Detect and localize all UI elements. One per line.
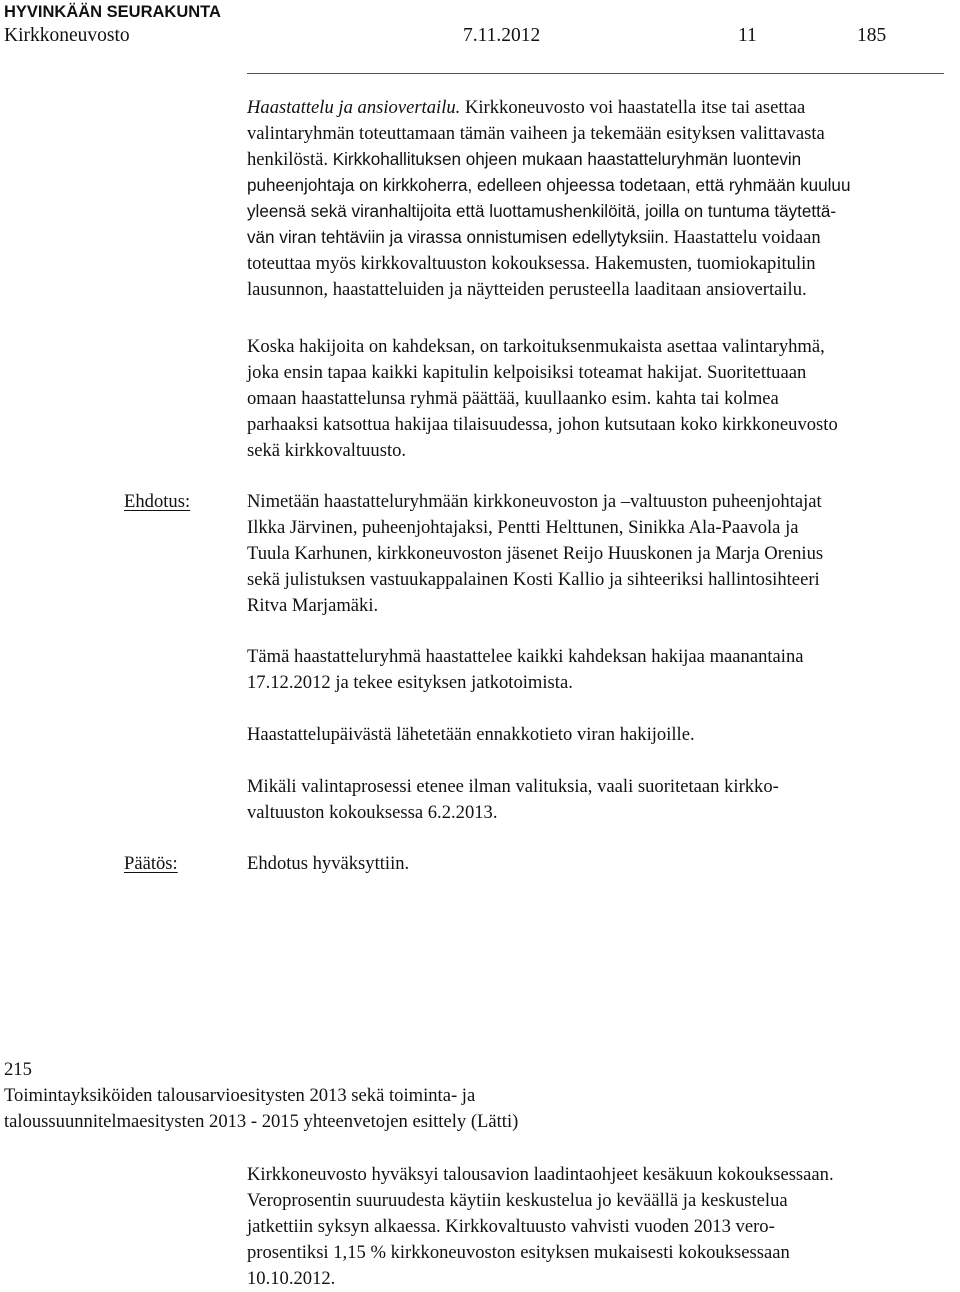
group-line: joka ensin tapaa kaikki kapitulin kelpoisiksi toteamat hakijat. xyxy=(247,362,703,383)
section-title-line: taloussuunnitelmaesitysten 2013 - 2015 yhteenvetojen esittely (Lätti) xyxy=(4,1111,519,1132)
proposal-line: Mikäli valintaprosessi etenee ilman valituksia, vaali suoritetaan kirkko- xyxy=(247,776,779,797)
proposal-line: sekä julistuksen vastuukappalainen Kosti Kallio ja sihteeriksi hallintosihteeri xyxy=(247,569,820,590)
intro-line: valintaryhmän toteuttamaan tämän vaiheen ja tekemään esityksen valittavasta xyxy=(247,123,825,144)
decision-label: Päätös: xyxy=(124,853,178,874)
intro-paragraph xyxy=(247,95,960,303)
group-line: omaan haastattelunsa ryhmä päättää, kuullaanko esim. xyxy=(247,388,652,409)
intro-line: henkilöstä. xyxy=(247,149,333,170)
section-body-line: 10.10.2012. xyxy=(247,1268,336,1289)
group-line: sekä kirkkovaltuusto. xyxy=(247,440,407,461)
section-body-line: jatkettiin syksyn alkaessa. Kirkkovaltuusto vahvisti vuoden 2013 vero- xyxy=(247,1216,775,1237)
header-date: 7.11.2012 xyxy=(463,25,541,46)
proposal-line: 17.12.2012 ja tekee esityksen jatkotoimista. xyxy=(247,672,573,693)
group-paragraph xyxy=(247,334,960,464)
proposal-paragraph-1 xyxy=(247,489,960,619)
intro-sans-line: puheenjohtaja on kirkkoherra, edelleen ohjeessa todetaan, että ryhmään kuuluu xyxy=(247,176,851,195)
header-rule xyxy=(247,73,944,74)
proposal-line: valtuuston kokouksessa 6.2.2013. xyxy=(247,802,498,823)
proposal-line: Nimetään haastatteluryhmään kirkkoneuvoston ja –valtuuston puheenjohtajat xyxy=(247,491,822,512)
section-215-heading xyxy=(4,1057,954,1135)
intro-sans-line: Kirkkohallituksen ohjeen mukaan haastatteluryhmän luontevin xyxy=(332,150,802,169)
header-section-number: 11 xyxy=(738,25,757,46)
organization-name: HYVINKÄÄN SEURAKUNTA xyxy=(4,3,221,21)
proposal-line: Ritva Marjamäki. xyxy=(247,595,379,616)
proposal-line: Haastattelupäivästä lähetetään ennakkotieto viran hakijoille. xyxy=(247,724,695,745)
intro-line: Haastattelu voidaan xyxy=(668,227,821,248)
group-line: parhaaksi katsottua hakijaa tilaisuudessa, johon kutsutaan koko kirkkoneuvosto xyxy=(247,414,838,435)
proposal-line: Tuula Karhunen, kirkkoneuvoston jäsenet Reijo Huuskonen ja Marja Orenius xyxy=(247,543,824,564)
proposal-line: Tämä haastatteluryhmä haastattelee kaikki kahdeksan hakijaa maanantaina xyxy=(247,646,804,667)
intro-line: lausunnon, haastatteluiden ja näytteiden perusteella laaditaan ansiovertailu. xyxy=(247,279,807,300)
intro-italic-lead: Haastattelu ja ansiovertailu. xyxy=(247,97,461,118)
group-line: kahta tai kolmea xyxy=(651,388,779,409)
proposal-paragraph-4 xyxy=(247,774,960,826)
header-page-number: 185 xyxy=(857,25,887,46)
group-line: Suoritettuaan xyxy=(702,362,807,383)
decision-line: Ehdotus hyväksyttiin. xyxy=(247,853,410,874)
group-line: Koska hakijoita on kahdeksan, on tarkoituksenmukaista asettaa valintaryhmä, xyxy=(247,336,825,357)
proposal-line: Ilkka Järvinen, puheenjohtajaksi, Pentti Helttunen, Sinikka Ala-Paavola ja xyxy=(247,517,799,538)
section-215-body xyxy=(247,1162,960,1292)
section-body-line: Veroprosentin suuruudesta käytiin keskustelua jo keväällä ja keskustelua xyxy=(247,1190,788,1211)
proposal-paragraph-3 xyxy=(247,722,960,748)
intro-sans-line: vän viran tehtäviin ja virassa onnistumisen edellytyksiin. xyxy=(247,228,669,247)
decision-text xyxy=(247,851,960,877)
section-body-line: Kirkkoneuvosto hyväksyi talousavion laadintaohjeet kesäkuun kokouksessaan. xyxy=(247,1164,834,1185)
section-body-line: prosentiksi 1,15 % kirkkoneuvoston esityksen mukaisesti kokouksessaan xyxy=(247,1242,790,1263)
proposal-label: Ehdotus: xyxy=(124,491,191,512)
intro-line: Hakemusten, tuomiokapitulin xyxy=(589,253,816,274)
section-number: 215 xyxy=(4,1059,32,1080)
proposal-paragraph-2 xyxy=(247,644,960,696)
header-body-name: Kirkkoneuvosto xyxy=(4,25,130,46)
intro-line: Kirkkoneuvosto voi haastatella itse tai asettaa xyxy=(460,97,806,118)
intro-line: toteuttaa myös kirkkovaltuuston kokouksessa. xyxy=(247,253,590,274)
section-title-line: Toimintayksiköiden talousarvioesitysten 2013 sekä toiminta- ja xyxy=(4,1085,476,1106)
intro-sans-line: yleensä sekä viranhaltijoita että luottamushenkilöitä, joilla on tuntuma täytettä- xyxy=(247,202,837,221)
